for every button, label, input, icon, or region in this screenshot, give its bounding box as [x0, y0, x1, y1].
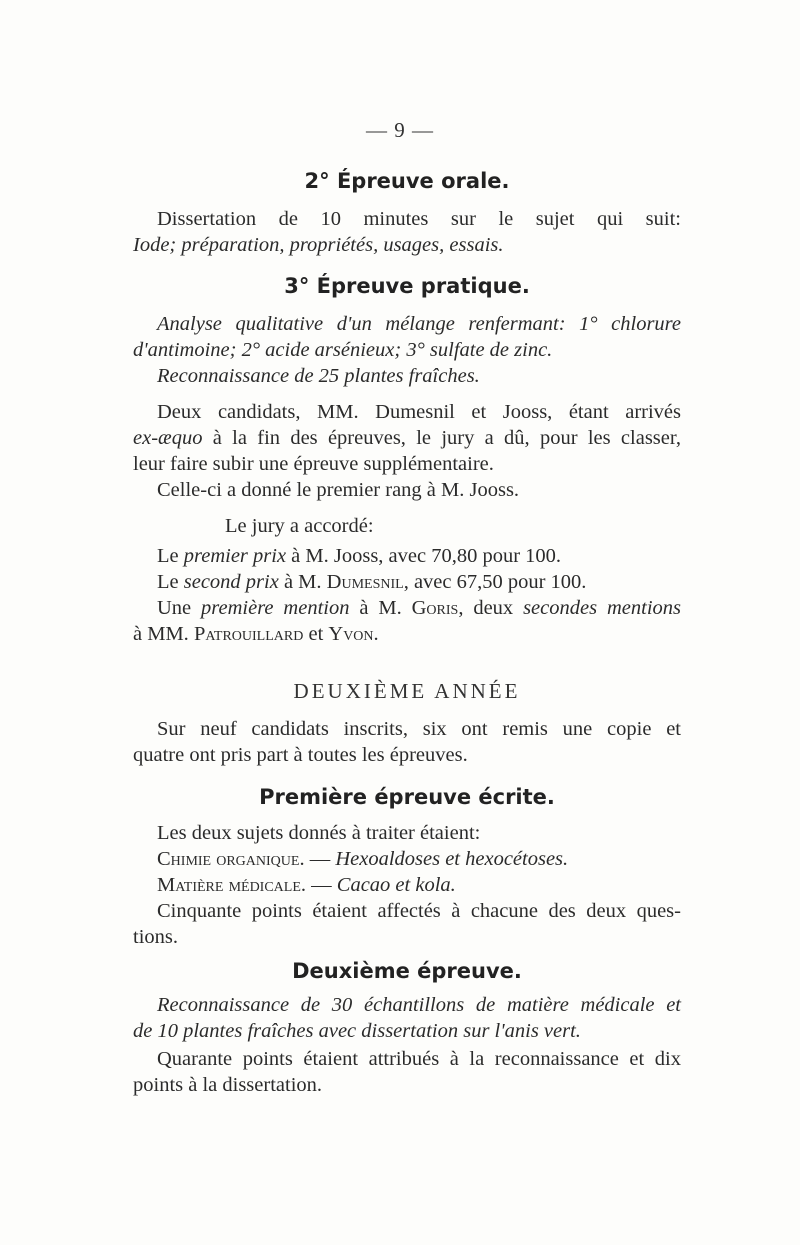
award-text: , avec 67,50 pour 100. [403, 571, 587, 593]
written-exam-line-1: Les deux sujets donnés à traiter étaient: [157, 822, 481, 844]
second-exam-line-4: points à la dissertation. [133, 1074, 323, 1096]
award-mentions [133, 595, 681, 621]
section-title-second-year: DEUXIÈME ANNÉE [293, 679, 521, 703]
heading-oral-exam: 2° Épreuve orale. [304, 169, 510, 193]
award-second-prize [133, 569, 681, 595]
candidates-line-2 [133, 425, 681, 451]
second-year-line-1: Sur neuf candidats inscrits, six ont remis une copie et [157, 718, 681, 740]
practical-exam-line-1: Analyse qualitative d'un mélange renfermant: 1° chlorure [157, 313, 681, 335]
second-year-line-2: quatre ont pris part à toutes les épreuves. [133, 744, 468, 766]
oral-exam-line-1: Dissertation de 10 minutes sur le sujet qui suit: [157, 208, 681, 230]
written-exam-chemistry [133, 846, 681, 872]
practical-exam-line-3: Reconnaissance de 25 plantes fraîches. [157, 365, 480, 387]
award-text: à M. Jooss, avec 70,80 pour 100. [286, 545, 562, 567]
laureate-name: Dumesnil [326, 571, 404, 593]
written-exam-line-5: tions. [133, 926, 178, 948]
award-first-prize [133, 543, 681, 569]
laureate-name: Yvon [328, 623, 374, 645]
second-exam-line-2: de 10 plantes fraîches avec dissertation sur l'anis vert. [133, 1020, 581, 1042]
candidates-line-2-rest: à la fin des épreuves, le jury a dû, pour les classer, [202, 427, 681, 449]
candidates-line-1: Deux candidats, MM. Dumesnil et Jooss, étant arrivés [157, 401, 681, 423]
heading-practical-exam: 3° Épreuve pratique. [284, 274, 530, 298]
written-exam-medical [133, 872, 681, 898]
laureate-name: Goris [411, 597, 459, 619]
written-exam-line-4: Cinquante points étaient affectés à chacune des deux ques- [157, 900, 681, 922]
heading-second-exam: Deuxième épreuve. [292, 959, 522, 983]
laureate-name: Patrouillard [193, 623, 304, 645]
award-title: premier prix [183, 545, 287, 567]
second-exam-line-1: Reconnaissance de 30 échantillons de matière médicale et [157, 994, 681, 1016]
subject-topic: Cacao et kola. [336, 874, 456, 896]
awards-intro: Le jury a accordé: [225, 515, 374, 537]
award-text: Le [157, 545, 184, 567]
candidates-line-3: leur faire subir une épreuve supplémentaire. [133, 453, 494, 475]
award-title: première mention [201, 597, 350, 619]
heading-written-exam: Première épreuve écrite. [259, 785, 555, 809]
page-number: — 9 — [366, 118, 434, 142]
subject-label: Matière médicale. [157, 874, 307, 896]
award-text: à M. [349, 597, 412, 619]
second-exam-line-3: Quarante points étaient attribués à la reconnaissance et dix [157, 1048, 681, 1070]
subject-topic: Hexoaldoses et hexocétoses. [335, 848, 569, 870]
award-text: . [373, 623, 379, 645]
award-text: et [303, 623, 329, 645]
award-title: second prix [183, 571, 279, 593]
award-title: secondes mentions [523, 597, 681, 619]
candidates-line-4: Celle-ci a donné le premier rang à M. Jooss. [157, 479, 520, 501]
award-text: , deux [458, 597, 524, 619]
practical-exam-line-2: d'antimoine; 2° acide arsénieux; 3° sulfate de zinc. [133, 339, 553, 361]
subject-label: Chimie organique. [157, 848, 305, 870]
award-text: à M. [278, 571, 327, 593]
oral-exam-line-2: Iode; préparation, propriétés, usages, essais. [133, 234, 504, 256]
separator: — [304, 848, 336, 870]
separator: — [306, 874, 337, 896]
award-mentions-continued [133, 621, 681, 647]
award-text: à MM. [133, 623, 194, 645]
award-text: Le [157, 571, 184, 593]
ex-aequo-text: ex-æquo [133, 427, 203, 449]
award-text: Une [157, 597, 202, 619]
